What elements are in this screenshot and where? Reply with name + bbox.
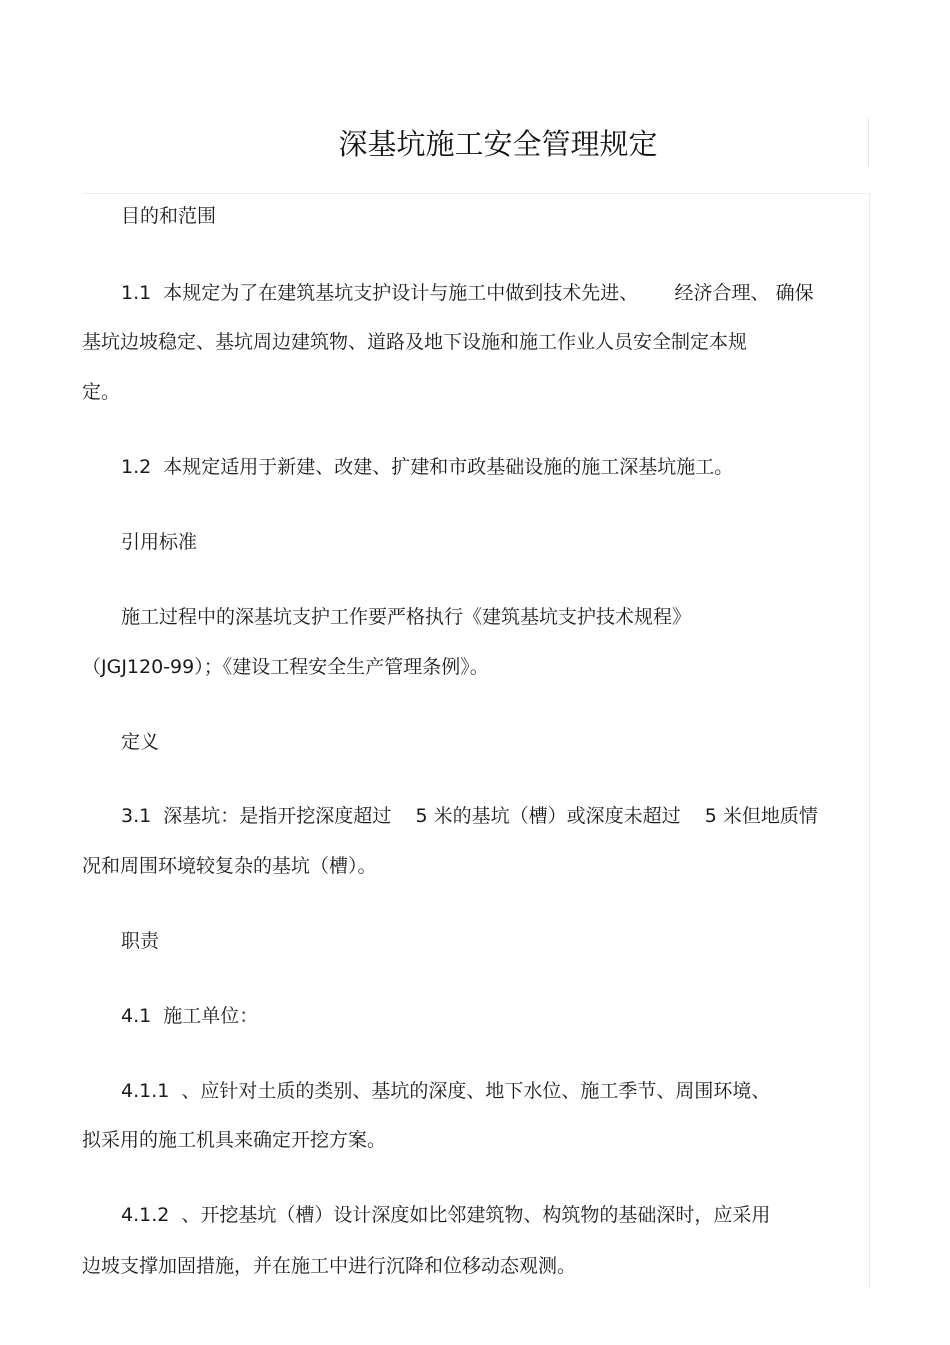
document-title: 深基坑施工安全管理规定 [338,127,658,161]
paragraph-line: 1.1 本规定为了在建筑基坑支护设计与施工中做到技术先进、 经济合理、 确保 [121,282,814,304]
paragraph-line: 定。 [82,381,121,403]
paragraph-line: 况和周围环境较复杂的基坑（槽）。 [82,855,377,877]
paragraph-line: 4.1 施工单位： [121,1005,259,1027]
paragraph-line: 4.1.2 、开挖基坑（槽）设计深度如比邻建筑物、构筑物的基础深时，应采用 [121,1204,771,1226]
section-heading-responsibilities: 职责 [121,930,160,952]
section-heading-standards: 引用标准 [121,531,198,553]
vertical-divider [869,193,870,1288]
paragraph-line: 1.2 本规定适用于新建、改建、扩建和市政基础设施的施工深基坑施工。 [121,456,734,478]
section-heading-purpose: 目的和范围 [121,205,217,227]
paragraph-line: 边坡支撑加固措施，并在施工中进行沉降和位移动态观测。 [82,1255,577,1277]
paragraph-line: （JGJ120-99）；《建设工程安全生产管理条例》。 [82,656,489,678]
section-heading-definitions: 定义 [121,731,160,753]
paragraph-line: 基坑边坡稳定、基坑周边建筑物、道路及地下设施和施工作业人员安全制定本规 [82,331,748,353]
paragraph-line: 拟采用的施工机具来确定开挖方案。 [82,1129,387,1151]
paragraph-line: 施工过程中的深基坑支护工作要严格执行《建筑基坑支护技术规程》 [121,606,692,628]
horizontal-divider [82,193,870,194]
header-divider [868,118,869,166]
paragraph-line: 3.1 深基坑：是指开挖深度超过 5 米的基坑（槽）或深度未超过 5 米但地质情 [121,805,818,827]
paragraph-line: 4.1.1 、应针对土质的类别、基坑的深度、地下水位、施工季节、周围环境、 [121,1080,771,1102]
